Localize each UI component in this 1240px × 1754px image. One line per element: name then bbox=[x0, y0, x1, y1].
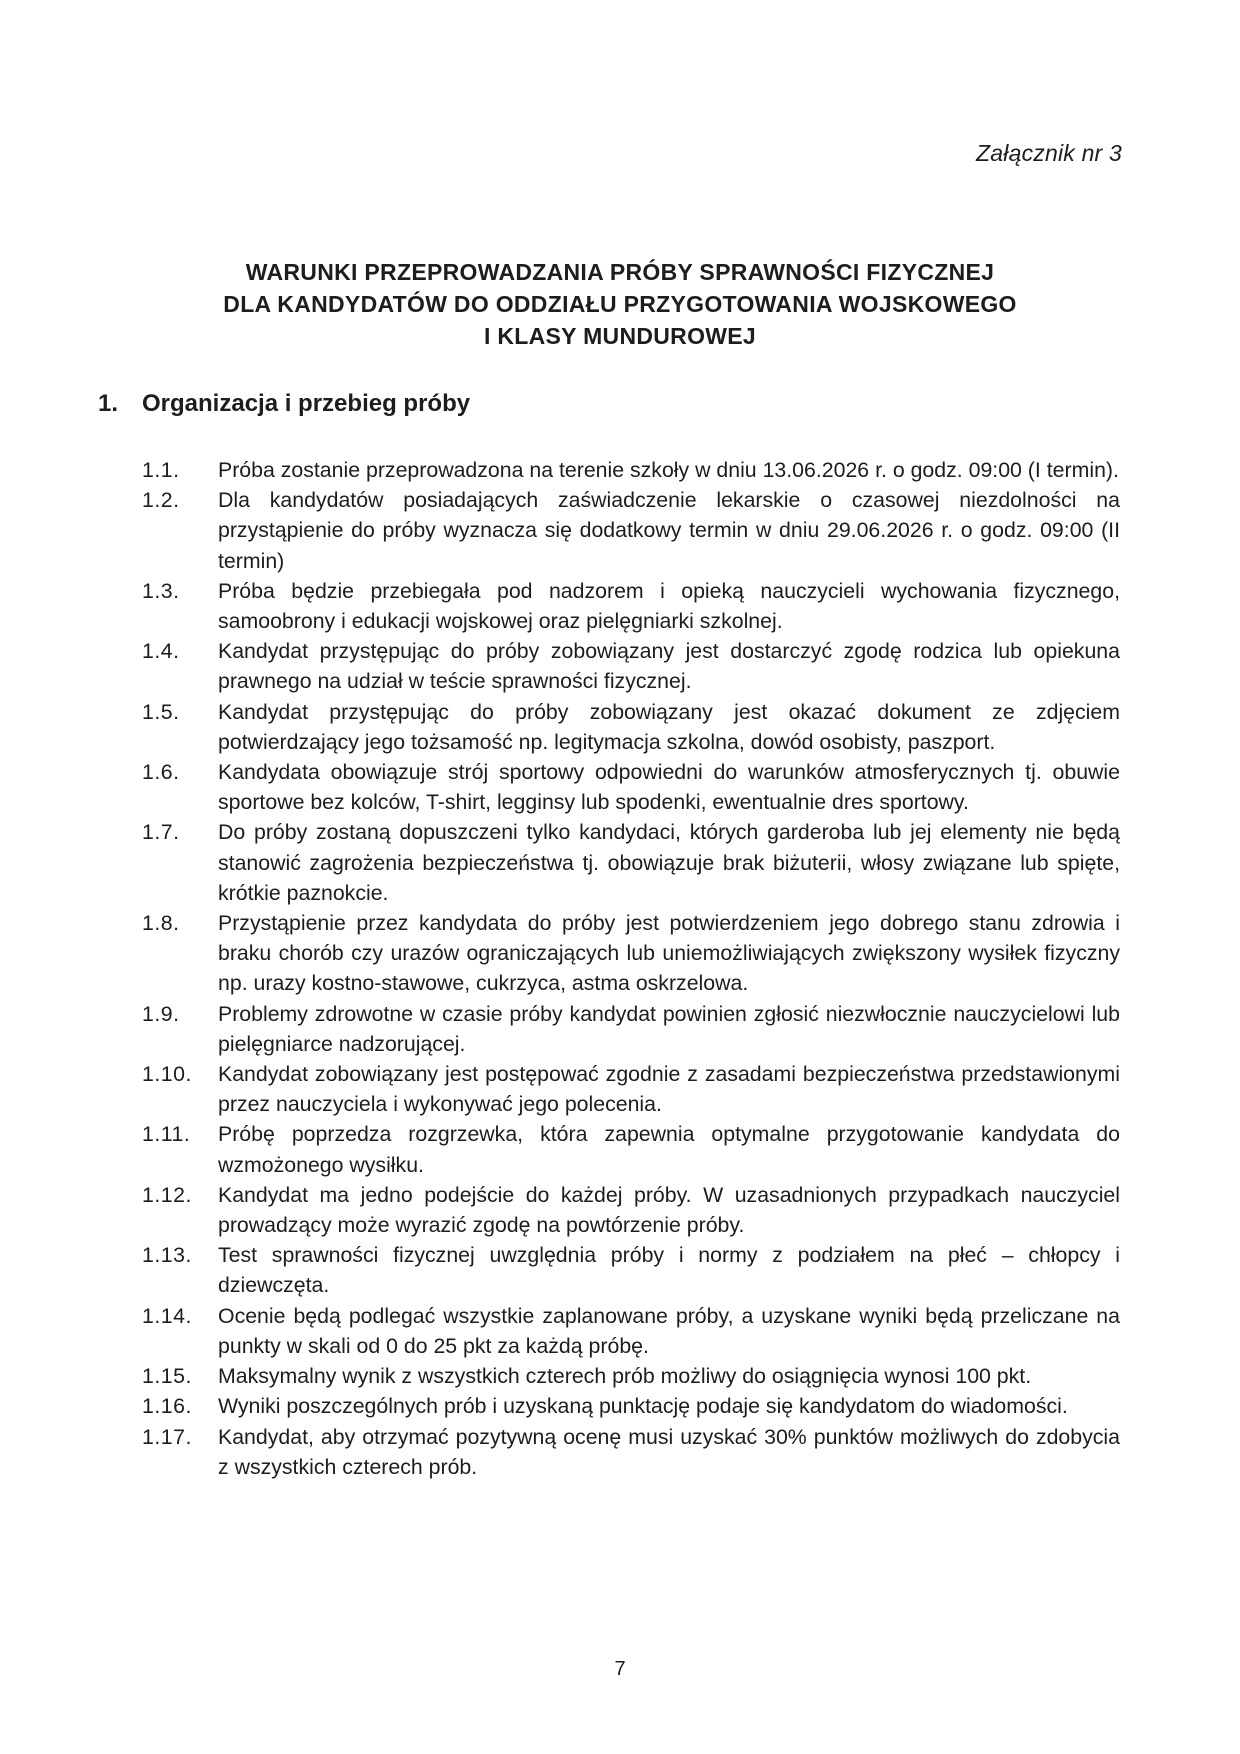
item-number: 1.1. bbox=[142, 458, 180, 482]
item-text: Kandydat ma jedno podejście do każdej próby. W uzasadnionych przypadkach nauczyciel prowadzący może wyrazić zgodę na powtórzenie próby. bbox=[218, 1182, 1120, 1238]
item-number: 1.4. bbox=[142, 639, 180, 664]
item-text: Kandydat przystępując do próby zobowiązany jest okazać dokument ze zdjęciem potwierdzający jego tożsamość np. legitymacja szkolna, dowód osobisty, paszport. bbox=[218, 699, 1120, 754]
item-text: Próba będzie przebiegała pod nadzorem i opieką nauczycieli wychowania fizycznego, samoobrony i edukacji wojskowej oraz pielęgniarki szkolnej. bbox=[218, 578, 1120, 634]
list-item bbox=[142, 636, 1120, 696]
item-number: 1.9. bbox=[142, 1001, 180, 1026]
item-number: 1.6. bbox=[142, 760, 180, 785]
list-item bbox=[142, 757, 1120, 817]
item-number: 1.3. bbox=[142, 578, 180, 603]
title-line-2: DLA KANDYDATÓW DO ODDZIAŁU PRZYGOTOWANIA WOJSKOWEGO bbox=[223, 291, 1017, 317]
document-title bbox=[0, 256, 1240, 352]
item-number: 1.16. bbox=[142, 1394, 192, 1419]
item-number: 1.2. bbox=[142, 488, 180, 513]
item-number: 1.10. bbox=[142, 1062, 192, 1087]
attachment-label: Załącznik nr 3 bbox=[976, 140, 1122, 166]
list-item bbox=[142, 455, 1120, 485]
item-text: Kandydat, aby otrzymać pozytywną ocenę musi uzyskać 30% punktów możliwych do zdobycia z wszystkich czterech prób. bbox=[218, 1424, 1120, 1479]
list-item bbox=[142, 908, 1120, 999]
list-item bbox=[142, 1391, 1120, 1421]
item-text: Próbę poprzedza rozgrzewka, która zapewnia optymalne przygotowanie kandydata do wzmożonego wysiłku. bbox=[218, 1122, 1120, 1177]
item-text: Próba zostanie przeprowadzona na terenie szkoły w dniu 13.06.2026 r. o godz. 09:00 (I termin). bbox=[218, 458, 1119, 482]
item-text: Ocenie będą podlegać wszystkie zaplanowane próby, a uzyskane wyniki będą przeliczane na punkty w skali od 0 do 25 pkt za każdą próbę. bbox=[218, 1303, 1120, 1358]
list-item bbox=[142, 1361, 1120, 1391]
list-item bbox=[142, 999, 1120, 1059]
item-number: 1.12. bbox=[142, 1182, 192, 1207]
item-text: Test sprawności fizycznej uwzględnia próby i normy z podziałem na płeć – chłopcy i dziewczęta. bbox=[218, 1243, 1120, 1298]
item-number: 1.7. bbox=[142, 820, 180, 845]
item-number: 1.8. bbox=[142, 911, 180, 936]
item-text: Kandydat przystępując do próby zobowiązany jest dostarczyć zgodę rodzica lub opiekuna prawnego na udział w teście sprawności fizycznej. bbox=[218, 639, 1120, 694]
item-number: 1.17. bbox=[142, 1424, 192, 1449]
title-line-3: I KLASY MUNDUROWEJ bbox=[483, 323, 757, 349]
list-item bbox=[142, 1240, 1120, 1300]
item-number: 1.13. bbox=[142, 1243, 192, 1268]
item-number: 1.14. bbox=[142, 1303, 192, 1328]
item-number: 1.5. bbox=[142, 699, 180, 724]
list-item bbox=[142, 817, 1120, 908]
rules-list bbox=[142, 455, 1120, 1482]
page-number: 7 bbox=[614, 1658, 626, 1680]
item-text: Kandydat zobowiązany jest postępować zgodnie z zasadami bezpieczeństwa przedstawionymi przez nauczyciela i wykonywać jego polecenia. bbox=[218, 1062, 1120, 1117]
item-text: Przystąpienie przez kandydata do próby jest potwierdzeniem jego dobrego stanu zdrowia i braku chorób czy urazów ograniczających lub uniemożliwiających zwiększony wysiłek fizyczny np. urazy kostno-stawowe, cukrzyca, astma oskrzelowa. bbox=[218, 911, 1120, 996]
list-item bbox=[142, 576, 1120, 636]
list-item bbox=[142, 1301, 1120, 1361]
item-number: 1.15. bbox=[142, 1364, 192, 1389]
section-number: 1. bbox=[98, 390, 119, 417]
list-item bbox=[142, 1119, 1120, 1179]
section-heading bbox=[98, 390, 470, 418]
item-text: Dla kandydatów posiadających zaświadczenie lekarskie o czasowej niezdolności na przystąpienie do próby wyznacza się dodatkowy termin w dniu 29.06.2026 r. o godz. 09:00 (II termin) bbox=[218, 488, 1120, 573]
list-item bbox=[142, 1422, 1120, 1482]
item-text: Problemy zdrowotne w czasie próby kandydat powinien zgłosić niezwłocznie nauczycielowi lub pielęgniarce nadzorującej. bbox=[218, 1001, 1120, 1056]
section-title: Organizacja i przebieg próby bbox=[142, 390, 471, 417]
list-item bbox=[142, 1180, 1120, 1240]
item-text: Kandydata obowiązuje strój sportowy odpowiedni do warunków atmosferycznych tj. obuwie sportowe bez kolców, T-shirt, legginsy lub spodenki, ewentualnie dres sportowy. bbox=[218, 760, 1120, 815]
list-item bbox=[142, 485, 1120, 576]
title-line-1: WARUNKI PRZEPROWADZANIA PRÓBY SPRAWNOŚCI FIZYCZNEJ bbox=[245, 259, 995, 285]
item-number: 1.11. bbox=[142, 1122, 191, 1147]
item-text: Wyniki poszczególnych prób i uzyskaną punktację podaje się kandydatom do wiadomości. bbox=[218, 1394, 1068, 1419]
list-item bbox=[142, 697, 1120, 757]
list-item bbox=[142, 1059, 1120, 1119]
item-text: Do próby zostaną dopuszczeni tylko kandydaci, których garderoba lub jej elementy nie będą stanowić zagrożenia bezpieczeństwa tj. obowiązuje brak biżuterii, włosy związane lub spięte, krótkie paznokcie. bbox=[218, 820, 1120, 905]
item-text: Maksymalny wynik z wszystkich czterech prób możliwy do osiągnięcia wynosi 100 pkt. bbox=[218, 1364, 1032, 1389]
